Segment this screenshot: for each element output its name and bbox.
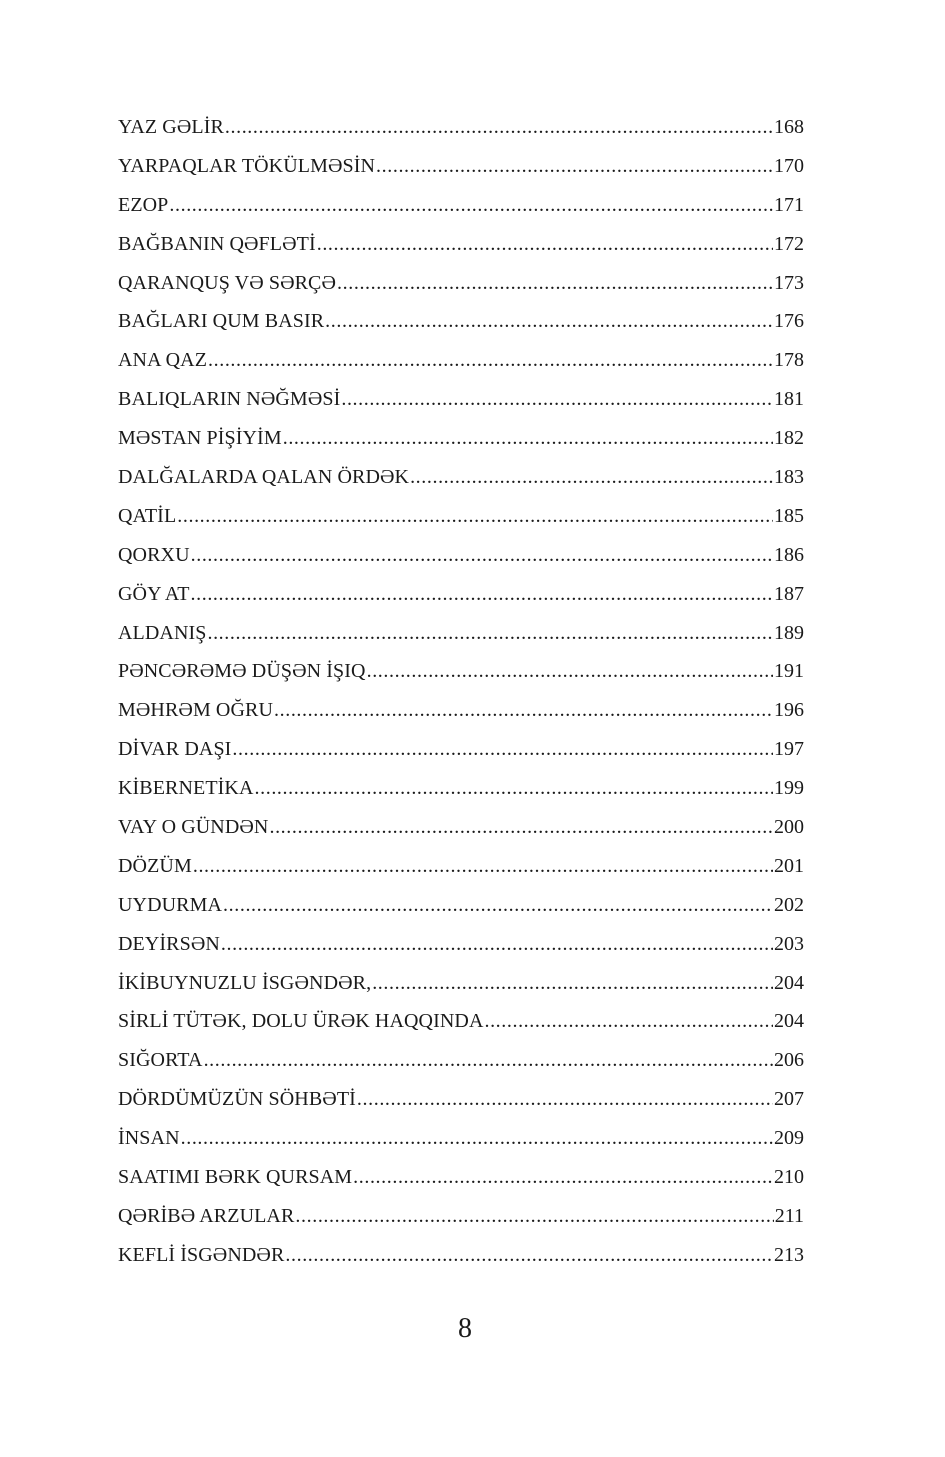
toc-entry-page: 187 <box>774 582 804 605</box>
toc-entry-page: 204 <box>774 1010 804 1033</box>
toc-entry-title: YARPAQLAR TÖKÜLMƏSİN <box>118 154 376 177</box>
toc-entry-title: DALĞALARDA QALAN ÖRDƏK <box>118 466 410 489</box>
toc-entry-title: ANA QAZ <box>118 349 208 372</box>
toc-dot-leader <box>317 225 773 264</box>
toc-entry-title: MƏHRƏM OĞRU <box>118 699 274 722</box>
toc-entry <box>118 497 804 536</box>
toc-entry-page: 207 <box>774 1088 804 1111</box>
toc-entry-page: 191 <box>774 660 804 683</box>
toc-entry <box>118 458 804 497</box>
toc-dot-leader <box>285 1236 773 1275</box>
toc-dot-leader <box>295 1197 773 1236</box>
toc-dot-leader <box>177 497 773 536</box>
toc-entry <box>118 964 804 1003</box>
toc-entry-title: BAĞBANIN QƏFLƏTİ <box>118 232 316 255</box>
toc-entry-page: 173 <box>774 271 804 294</box>
toc-entry-title: KİBERNETİKA <box>118 777 254 800</box>
toc-entry-page: 189 <box>774 621 804 644</box>
toc-entry <box>118 536 804 575</box>
toc-entry-title: DEYİRSƏN <box>118 932 220 955</box>
toc-entry-title: DÖZÜM <box>118 854 192 877</box>
toc-dot-leader <box>223 886 773 925</box>
toc-entry-title: KEFLİ İSGƏNDƏR <box>118 1243 285 1266</box>
toc-entry-page: 181 <box>774 388 804 411</box>
toc-entry <box>118 147 804 186</box>
toc-dot-leader <box>232 730 773 769</box>
toc-dot-leader <box>255 769 773 808</box>
toc-entry <box>118 1041 804 1080</box>
toc-entry <box>118 1236 804 1275</box>
toc-entry <box>118 419 804 458</box>
toc-dot-leader <box>274 691 773 730</box>
toc-dot-leader <box>207 614 773 653</box>
toc-entry <box>118 225 804 264</box>
toc-dot-leader <box>208 341 773 380</box>
toc-dot-leader <box>410 458 773 497</box>
toc-entry-title: QATİL <box>118 504 177 527</box>
toc-entry-page: 204 <box>774 971 804 994</box>
toc-entry-title: QƏRİBƏ ARZULAR <box>118 1204 295 1227</box>
toc-entry <box>118 186 804 225</box>
toc-entry-page: 210 <box>774 1166 804 1189</box>
toc-entry-title: GÖY AT <box>118 582 190 605</box>
toc-entry <box>118 575 804 614</box>
toc-dot-leader <box>325 302 773 341</box>
toc-entry-page: 209 <box>774 1127 804 1150</box>
toc-entry-title: ALDANIŞ <box>118 621 207 644</box>
toc-entry-title: DİVAR DAŞI <box>118 738 232 761</box>
toc-entry-page: 168 <box>774 116 804 138</box>
toc-dot-leader <box>337 264 773 303</box>
toc-entry <box>118 1158 804 1197</box>
toc-entry-title: QORXU <box>118 543 190 566</box>
toc-entry-title: SAATIMI BƏRK QURSAM <box>118 1166 353 1189</box>
toc-entry <box>118 925 804 964</box>
toc-entry <box>118 769 804 808</box>
toc-entry <box>118 1197 804 1236</box>
toc-entry-page: 178 <box>774 349 804 372</box>
toc-dot-leader <box>221 925 773 964</box>
toc-entry-page: 201 <box>774 854 804 877</box>
toc-dot-leader <box>357 1080 773 1119</box>
toc-dot-leader <box>169 186 773 225</box>
toc-entry-page: 172 <box>774 232 804 255</box>
toc-dot-leader <box>225 108 773 147</box>
toc-dot-leader <box>283 419 773 458</box>
toc-dot-leader <box>193 847 773 886</box>
toc-entry <box>118 652 804 691</box>
toc-entry <box>118 380 804 419</box>
toc-entry-title: DÖRDÜMÜZÜN SÖHBƏTİ <box>118 1088 356 1111</box>
toc-entry <box>118 1119 804 1158</box>
toc-dot-leader <box>191 536 773 575</box>
toc-entry <box>118 1080 804 1119</box>
toc-entry-page: 183 <box>774 466 804 489</box>
toc-entry <box>118 264 804 303</box>
toc-entry-title: BAĞLARI QUM BASIR <box>118 310 325 333</box>
toc-dot-leader <box>367 652 773 691</box>
toc-entry-title: UYDURMA <box>118 893 223 916</box>
toc-dot-leader <box>341 380 773 419</box>
toc-entry-title: İNSAN <box>118 1127 180 1150</box>
toc-entry <box>118 1002 804 1041</box>
toc-entry <box>118 302 804 341</box>
toc-dot-leader <box>484 1002 773 1041</box>
toc-entry-page: 199 <box>774 777 804 800</box>
toc-entry <box>118 808 804 847</box>
toc-entry-page: 176 <box>774 310 804 333</box>
toc-entry <box>118 730 804 769</box>
toc-entry-title: YAZ GƏLİR <box>118 116 224 138</box>
toc-entry-page: 197 <box>774 738 804 761</box>
toc-entry-title: QARANQUŞ VƏ SƏRÇƏ <box>118 271 337 294</box>
toc-dot-leader <box>269 808 773 847</box>
toc-entry <box>118 341 804 380</box>
toc-entry-page: 185 <box>774 504 804 527</box>
table-of-contents <box>118 108 804 1275</box>
toc-entry-title: SIĞORTA <box>118 1049 203 1072</box>
toc-entry <box>118 108 804 147</box>
page-number: 8 <box>458 1313 472 1344</box>
toc-entry-page: 213 <box>774 1243 804 1266</box>
toc-entry-title: PƏNCƏRƏMƏ DÜŞƏN İŞIQ <box>118 660 366 683</box>
toc-entry <box>118 847 804 886</box>
toc-entry <box>118 886 804 925</box>
toc-dot-leader <box>191 575 773 614</box>
toc-entry-page: 182 <box>774 427 804 450</box>
toc-entry-title: BALIQLARIN NƏĞMƏSİ <box>118 388 341 411</box>
toc-entry <box>118 691 804 730</box>
toc-dot-leader <box>376 147 773 186</box>
toc-dot-leader <box>181 1119 773 1158</box>
toc-entry-page: 202 <box>774 893 804 916</box>
toc-entry-title: MƏSTAN PİŞİYİM <box>118 427 282 450</box>
toc-entry-page: 206 <box>774 1049 804 1072</box>
toc-entry-page: 171 <box>774 193 804 216</box>
toc-dot-leader <box>353 1158 773 1197</box>
toc-entry <box>118 614 804 653</box>
toc-entry-page: 196 <box>774 699 804 722</box>
toc-dot-leader <box>204 1041 773 1080</box>
toc-dot-leader <box>372 964 773 1003</box>
toc-entry-page: 211 <box>774 1204 804 1227</box>
toc-entry-title: EZOP <box>118 193 169 216</box>
toc-entry-page: 186 <box>774 543 804 566</box>
toc-entry-page: 203 <box>774 932 804 955</box>
toc-entry-title: SİRLİ TÜTƏK, DOLU ÜRƏK HAQQINDA <box>118 1010 484 1033</box>
toc-entry-page: 200 <box>774 816 804 839</box>
toc-entry-page: 170 <box>774 154 804 177</box>
toc-entry-title: VAY O GÜNDƏN <box>118 816 269 839</box>
toc-entry-title: İKİBUYNUZLU İSGƏNDƏR, <box>118 971 372 994</box>
